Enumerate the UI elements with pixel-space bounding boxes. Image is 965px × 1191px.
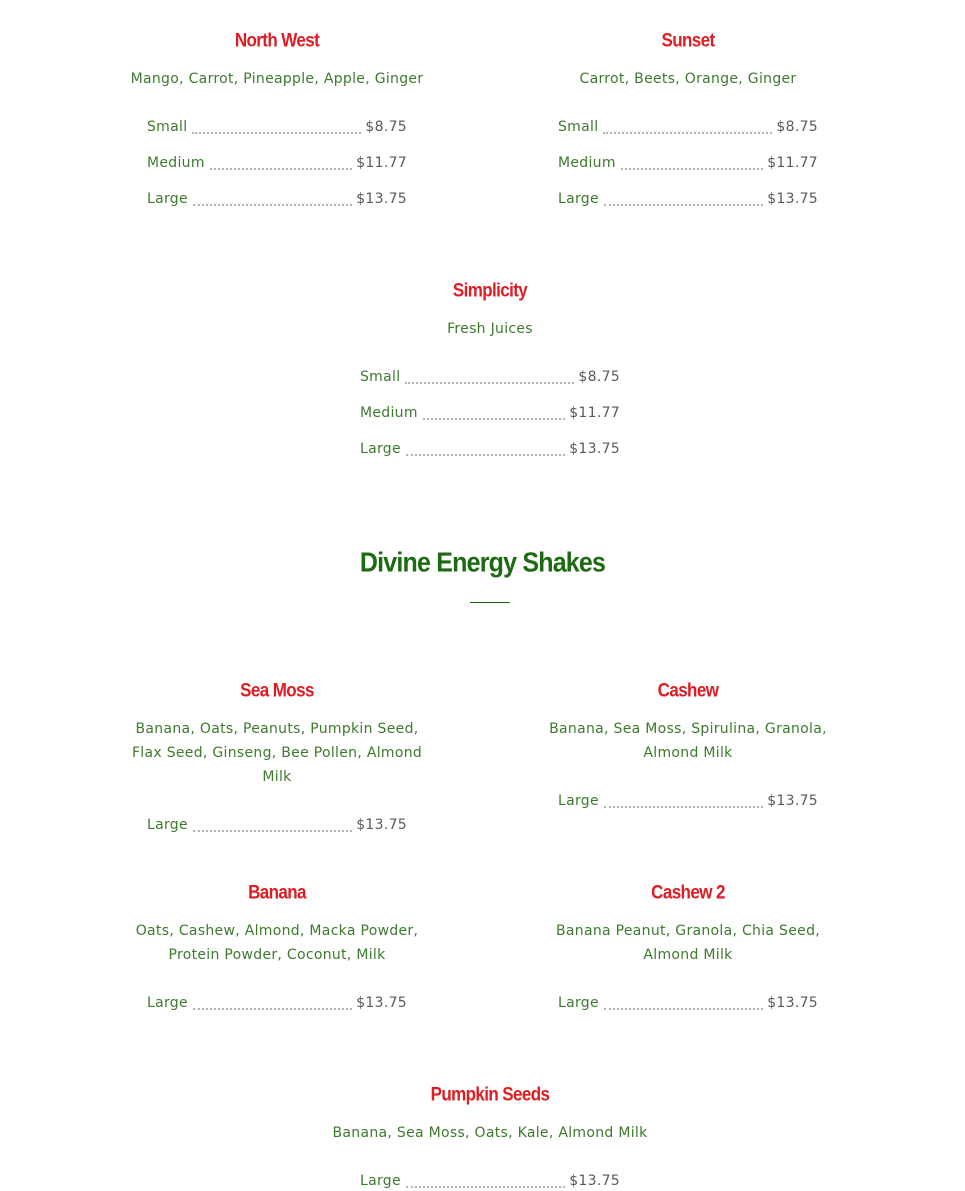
dot-leader <box>193 829 352 832</box>
item-description: Banana, Sea Moss, Spirulina, Granola, Almond Milk <box>549 721 827 761</box>
size-label: Large <box>360 441 401 457</box>
size-label: Large <box>360 1173 401 1189</box>
item-name: Cashew <box>657 679 719 702</box>
menu-item-sunset <box>538 30 838 209</box>
dot-leader <box>604 805 763 808</box>
price-row <box>147 137 407 173</box>
price-value: $13.75 <box>767 793 818 809</box>
size-label: Small <box>360 369 401 385</box>
price-row <box>147 173 407 209</box>
size-label: Medium <box>147 155 205 171</box>
item-description: Banana, Oats, Peanuts, Pumpkin Seed, Flax Seed, Ginseng, Bee Pollen, Almond Milk <box>131 721 423 785</box>
dot-leader <box>193 1007 352 1010</box>
menu-item-banana <box>122 882 432 1013</box>
dot-leader <box>406 453 565 456</box>
size-label: Large <box>558 191 599 207</box>
menu-item-pumpkin-seeds <box>330 1084 650 1191</box>
item-name: Simplicity <box>452 279 528 302</box>
price-value: $13.75 <box>569 441 620 457</box>
price-value: $13.75 <box>356 817 407 833</box>
dot-leader <box>193 203 352 206</box>
size-label: Large <box>558 995 599 1011</box>
item-name: Pumpkin Seeds <box>430 1083 550 1106</box>
price-value: $13.75 <box>767 995 818 1011</box>
dot-leader <box>405 381 574 384</box>
size-label: Large <box>147 191 188 207</box>
item-name: North West <box>234 29 320 52</box>
item-description: Fresh Juices <box>447 321 533 337</box>
dot-leader <box>210 167 352 170</box>
price-row <box>147 799 407 835</box>
price-value: $13.75 <box>767 191 818 207</box>
price-value: $11.77 <box>767 155 818 171</box>
price-list <box>360 1155 620 1191</box>
price-value: $13.75 <box>356 191 407 207</box>
price-value: $13.75 <box>569 1173 620 1189</box>
price-list <box>147 101 407 209</box>
price-list <box>147 799 407 835</box>
dot-leader <box>621 167 763 170</box>
size-label: Medium <box>360 405 418 421</box>
menu-item-simplicity <box>340 280 640 459</box>
price-value: $11.77 <box>569 405 620 421</box>
item-description: Oats, Cashew, Almond, Macka Powder, Protein Powder, Coconut, Milk <box>135 923 419 963</box>
menu-item-cashew-2 <box>538 882 838 1013</box>
dot-leader <box>423 417 565 420</box>
size-label: Large <box>147 995 188 1011</box>
dot-leader <box>604 1007 763 1010</box>
price-list <box>558 101 818 209</box>
dot-leader <box>406 1185 565 1188</box>
dot-leader <box>604 203 763 206</box>
price-list <box>558 775 818 811</box>
menu-item-sea-moss <box>127 680 427 835</box>
size-label: Small <box>147 119 188 135</box>
price-row <box>360 351 620 387</box>
item-description: Carrot, Beets, Orange, Ginger <box>579 71 797 87</box>
price-row <box>558 173 818 209</box>
price-row <box>360 387 620 423</box>
size-label: Medium <box>558 155 616 171</box>
item-description: Banana Peanut, Granola, Chia Seed, Almond Milk <box>555 923 821 963</box>
item-description: Mango, Carrot, Pineapple, Apple, Ginger <box>130 71 424 87</box>
price-value: $13.75 <box>356 995 407 1011</box>
price-value: $8.75 <box>365 119 407 135</box>
price-row <box>558 977 818 1013</box>
price-value: $11.77 <box>356 155 407 171</box>
price-value: $8.75 <box>776 119 818 135</box>
price-row <box>360 1155 620 1191</box>
menu-item-north-west <box>127 30 427 209</box>
price-row <box>558 101 818 137</box>
menu-item-cashew <box>533 680 843 811</box>
item-name: Banana <box>248 881 306 904</box>
price-row <box>360 423 620 459</box>
price-value: $8.75 <box>578 369 620 385</box>
size-label: Large <box>147 817 188 833</box>
price-list <box>360 351 620 459</box>
price-row <box>558 137 818 173</box>
price-row <box>558 775 818 811</box>
item-description: Banana, Sea Moss, Oats, Kale, Almond Milk <box>332 1125 648 1141</box>
section-divider <box>470 602 510 603</box>
price-row <box>147 977 407 1013</box>
dot-leader <box>192 131 361 134</box>
price-list <box>147 977 407 1013</box>
item-name: Sunset <box>661 29 715 52</box>
price-row <box>147 101 407 137</box>
item-name: Cashew 2 <box>651 881 725 904</box>
dot-leader <box>603 131 772 134</box>
item-name: Sea Moss <box>240 679 314 702</box>
size-label: Large <box>558 793 599 809</box>
price-list <box>558 977 818 1013</box>
size-label: Small <box>558 119 599 135</box>
section-title: Divine Energy Shakes <box>359 547 606 579</box>
